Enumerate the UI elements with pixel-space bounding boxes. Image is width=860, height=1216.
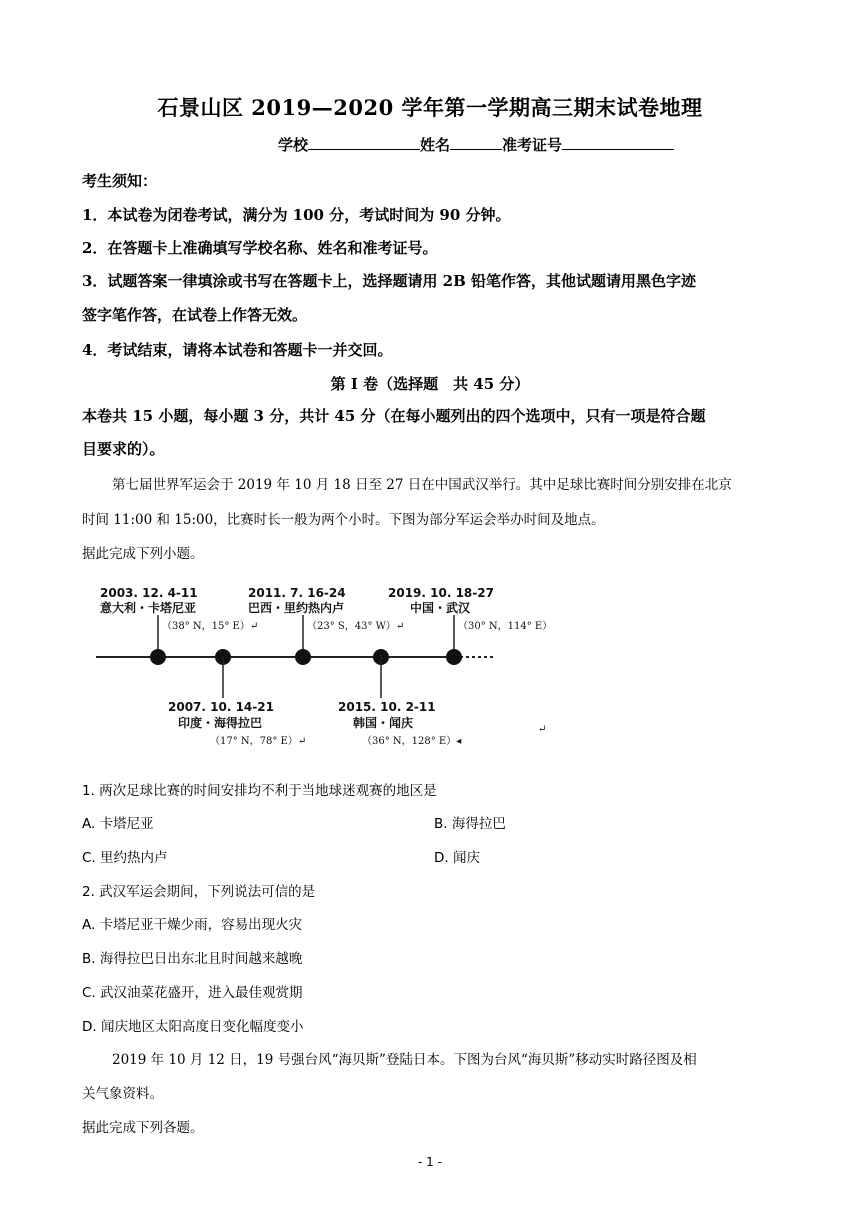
event-2-coord: （17° N，78° E）↵	[210, 736, 307, 747]
event-3-place: 巴西・里约热内卢	[248, 601, 345, 615]
event-1-date: 2003. 12. 4-11	[100, 586, 198, 600]
event-1-marker	[150, 649, 166, 665]
id-label: 准考证号	[502, 136, 563, 154]
event-5-marker	[446, 649, 462, 665]
school-label: 学校	[278, 136, 309, 154]
passage1-line1: 第七届世界军运会于 2019 年 10 月 18 日至 27 日在中国武汉举行。其中足球比赛时间分别安排在北京	[112, 477, 732, 493]
event-5-date: 2019. 10. 18-27	[388, 586, 494, 600]
event-1-place: 意大利・卡塔尼亚	[100, 601, 197, 615]
passage1-line2: 时间 11:00 和 15:00，比赛时长一般为两个小时。下图为部分军运会举办时间及地点。	[82, 512, 605, 528]
passage1-prompt: 据此完成下列小题。	[82, 546, 204, 562]
event-3-marker	[295, 649, 311, 665]
q2-option-c[interactable]: C. 武汉油菜花盛开，进入最佳观赏期	[82, 985, 303, 1001]
q1-stem: 1. 两次足球比赛的时间安排均不利于当地球迷观赛的地区是	[82, 783, 437, 799]
notice-item-4: 4．考试结束，请将本试卷和答题卡一并交回。	[82, 341, 393, 359]
section-instruction-2: 目要求的）。	[82, 440, 165, 458]
notice-item-2: 2．在答题卡上准确填写学校名称、姓名和准考证号。	[82, 239, 438, 257]
event-2-place: 印度・海得拉巴	[178, 716, 263, 730]
event-4-place: 韩国・闻庆	[353, 716, 414, 730]
passage2-prompt: 据此完成下列各题。	[82, 1120, 204, 1136]
passage2-line1: 2019 年 10 月 12 日，19 号强台风“海贝斯”登陆日本。下图为台风“海贝斯”移动实时路径图及相	[112, 1052, 697, 1068]
student-info-fields	[278, 134, 674, 155]
event-5-place: 中国・武汉	[410, 601, 471, 615]
q2-option-d[interactable]: D. 闻庆地区太阳高度日变化幅度变小	[82, 1019, 304, 1035]
q2-option-a[interactable]: A. 卡塔尼亚干燥少雨，容易出现火灾	[82, 917, 303, 933]
notice-item-3: 3．试题答案一律填涂或书写在答题卡上，选择题请用 2B 铅笔作答，其他试题请用黑色字迹	[82, 272, 697, 290]
passage2-line2: 关气象资料。	[82, 1086, 163, 1102]
event-5-coord: （30° N，114° E）	[458, 621, 553, 632]
notice-item-1: 1．本试卷为闭卷考试，满分为 100 分，考试时间为 90 分钟。	[82, 206, 511, 224]
notice-heading: 考生须知：	[82, 172, 158, 190]
section-title: 第 I 卷（选择题 共 45 分）	[330, 375, 530, 393]
q2-stem: 2. 武汉军运会期间，下列说法可信的是	[82, 884, 316, 900]
q1-option-a[interactable]: A. 卡塔尼亚	[82, 816, 154, 832]
event-4-date: 2015. 10. 2-11	[338, 700, 436, 714]
notice-item-3-cont: 签字笔作答，在试卷上作答无效。	[82, 306, 308, 324]
exam-title: 石景山区 2019—2020 学年第一学期高三期末试卷地理	[157, 95, 703, 120]
id-blank[interactable]	[562, 135, 674, 150]
event-3-date: 2011. 7. 16-24	[248, 586, 346, 600]
q2-option-b[interactable]: B. 海得拉巴日出东北且时间越来越晚	[82, 951, 303, 967]
page-number: - 1 -	[418, 1155, 442, 1169]
games-timeline-figure	[90, 580, 590, 750]
q1-option-b[interactable]: B. 海得拉巴	[434, 816, 506, 832]
q1-option-c[interactable]: C. 里约热内卢	[82, 850, 168, 866]
section-instruction-1: 本卷共 15 小题，每小题 3 分，共计 45 分（在每小题列出的四个选项中，只有一项是符合题	[82, 407, 706, 425]
event-3-coord: （23° S，43° W）↵	[307, 621, 405, 632]
event-4-coord: （36° N，128° E）◂	[362, 736, 462, 747]
school-blank[interactable]	[308, 135, 420, 150]
figure-return-mark: ↵	[538, 724, 547, 735]
name-label: 姓名	[420, 136, 451, 154]
q1-option-d[interactable]: D. 闻庆	[434, 850, 480, 866]
event-2-date: 2007. 10. 14-21	[168, 700, 274, 714]
name-blank[interactable]	[450, 135, 502, 150]
event-1-coord: （38° N，15° E）↵	[162, 621, 259, 632]
